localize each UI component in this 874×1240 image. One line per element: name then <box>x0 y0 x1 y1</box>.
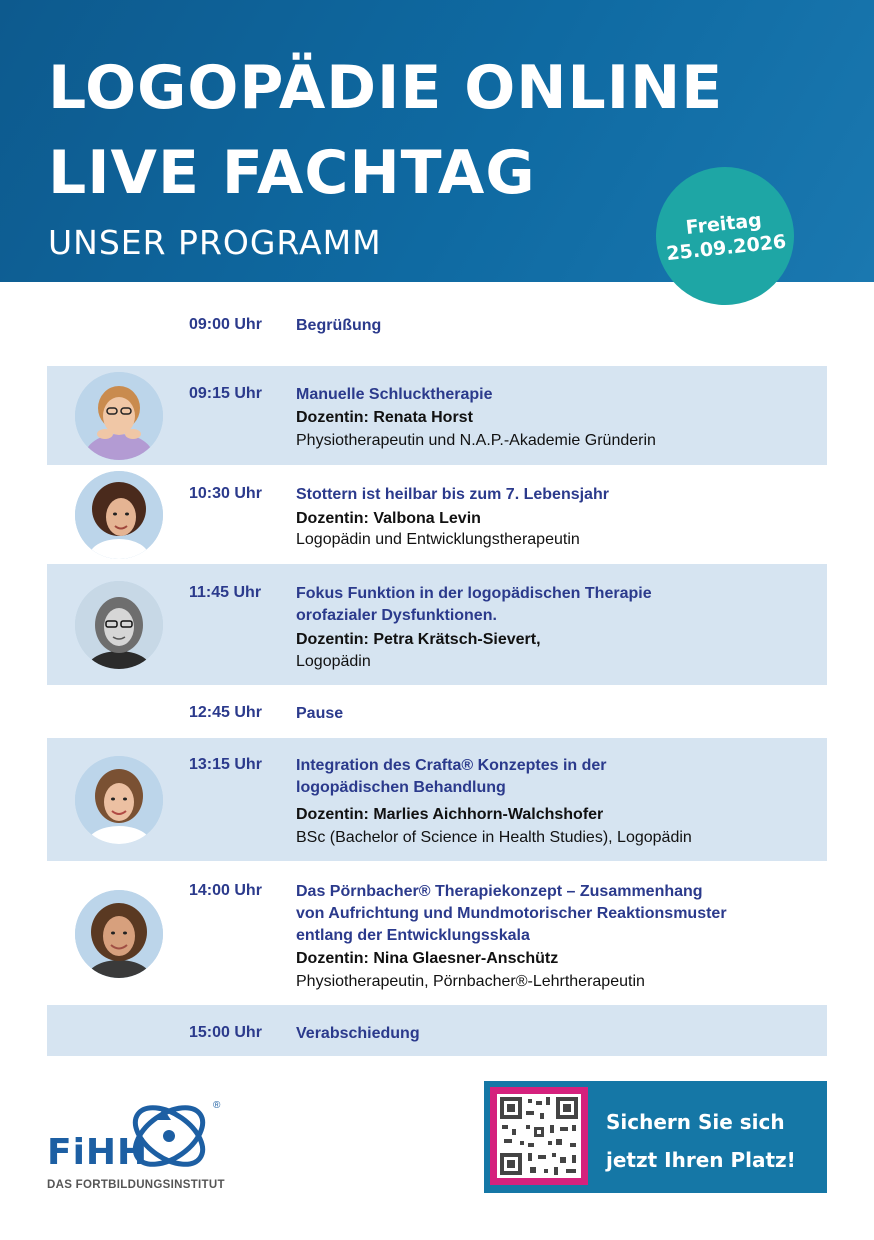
cta-text[interactable] <box>606 1103 816 1179</box>
program-topic-line-3: entlang der Entwicklungsskala <box>296 927 530 944</box>
program-row-schlucktherapie <box>47 366 827 465</box>
program-topic: Stottern ist heilbar bis zum 7. Lebensjahr <box>296 486 609 503</box>
speaker-name: Dozentin: Renata Horst <box>296 409 473 426</box>
person-portrait-icon <box>75 756 163 844</box>
title-line-1: LOGOPÄDIE ONLINE <box>48 53 724 123</box>
program-topic: Begrüßung <box>296 317 382 334</box>
program-time: 10:30 Uhr <box>189 485 262 502</box>
speaker-photo-avatar <box>75 756 163 844</box>
speaker-name: Dozentin: Marlies Aichhorn-Walchshofer <box>296 806 604 823</box>
person-portrait-icon <box>75 471 163 559</box>
qr-code-icon[interactable] <box>490 1087 588 1185</box>
program-topic: Pause <box>296 705 344 722</box>
program-row-pause <box>47 686 827 738</box>
program-time: 12:45 Uhr <box>189 704 262 721</box>
speaker-name: Dozentin: Nina Glaesner-Anschütz <box>296 950 559 967</box>
speaker-role: Physiotherapeutin, Pörnbacher®-Lehrtherapeutin <box>296 973 645 990</box>
program-row-begruessung <box>47 300 827 352</box>
person-portrait-icon <box>75 890 163 978</box>
program-row-crafta <box>47 738 827 861</box>
logo-wordmark: FiHH <box>47 1132 149 1173</box>
registered-mark: ® <box>213 1100 221 1111</box>
speaker-photo-avatar <box>75 471 163 559</box>
program-topic: Verabschiedung <box>296 1025 420 1042</box>
program-time: 15:00 Uhr <box>189 1024 262 1041</box>
program-topic-line-1: Das Pörnbacher® Therapiekonzept – Zusammenhang <box>296 883 703 900</box>
title-line-2: LIVE FACHTAG <box>48 138 536 208</box>
cta-line-1: Sichern Sie sich <box>606 1110 785 1134</box>
speaker-name: Dozentin: Petra Krätsch-Sievert, <box>296 631 541 648</box>
program-topic-line-1: Integration des Crafta® Konzeptes in der <box>296 757 607 774</box>
person-portrait-icon <box>75 581 163 669</box>
badge-date: 25.09.2026 <box>665 230 788 266</box>
program-topic-line-2: orofazialer Dysfunktionen. <box>296 607 497 624</box>
program-topic: Manuelle Schlucktherapie <box>296 386 493 403</box>
program-topic-line-2: von Aufrichtung und Mundmotorischer Reaktionsmuster <box>296 905 727 922</box>
qr-pattern <box>490 1087 588 1185</box>
cta-line-2: jetzt Ihren Platz! <box>606 1148 796 1172</box>
program-row-stottern <box>47 467 827 562</box>
program-topic-line-1: Fokus Funktion in der logopädischen Therapie <box>296 585 652 602</box>
speaker-photo-avatar <box>75 581 163 669</box>
speaker-role: Physiotherapeutin und N.A.P.-Akademie Gründerin <box>296 432 656 449</box>
speaker-role: Logopädin <box>296 653 371 670</box>
speaker-role: Logopädin und Entwicklungstherapeutin <box>296 531 580 548</box>
speaker-role: BSc (Bachelor of Science in Health Studies), Logopädin <box>296 829 692 846</box>
registration-cta[interactable] <box>484 1081 827 1193</box>
speaker-photo-avatar <box>75 890 163 978</box>
program-time: 13:15 Uhr <box>189 756 262 773</box>
badge-day: Freitag <box>684 209 763 239</box>
subtitle: UNSER PROGRAMM <box>48 223 382 262</box>
program-row-fokus-funktion <box>47 564 827 685</box>
program-time: 11:45 Uhr <box>189 584 262 601</box>
logo-subtitle: DAS FORTBILDUNGSINSTITUT <box>47 1179 225 1191</box>
program-row-poernbacher <box>47 862 827 1002</box>
program-time: 14:00 Uhr <box>189 882 262 899</box>
speaker-photo-avatar <box>75 372 163 460</box>
program-row-verabschiedung <box>47 1005 827 1056</box>
program-time: 09:15 Uhr <box>189 385 262 402</box>
speaker-name: Dozentin: Valbona Levin <box>296 510 481 527</box>
program-time: 09:00 Uhr <box>189 316 262 333</box>
person-portrait-icon <box>75 372 163 460</box>
program-topic-line-2: logopädischen Behandlung <box>296 779 506 796</box>
